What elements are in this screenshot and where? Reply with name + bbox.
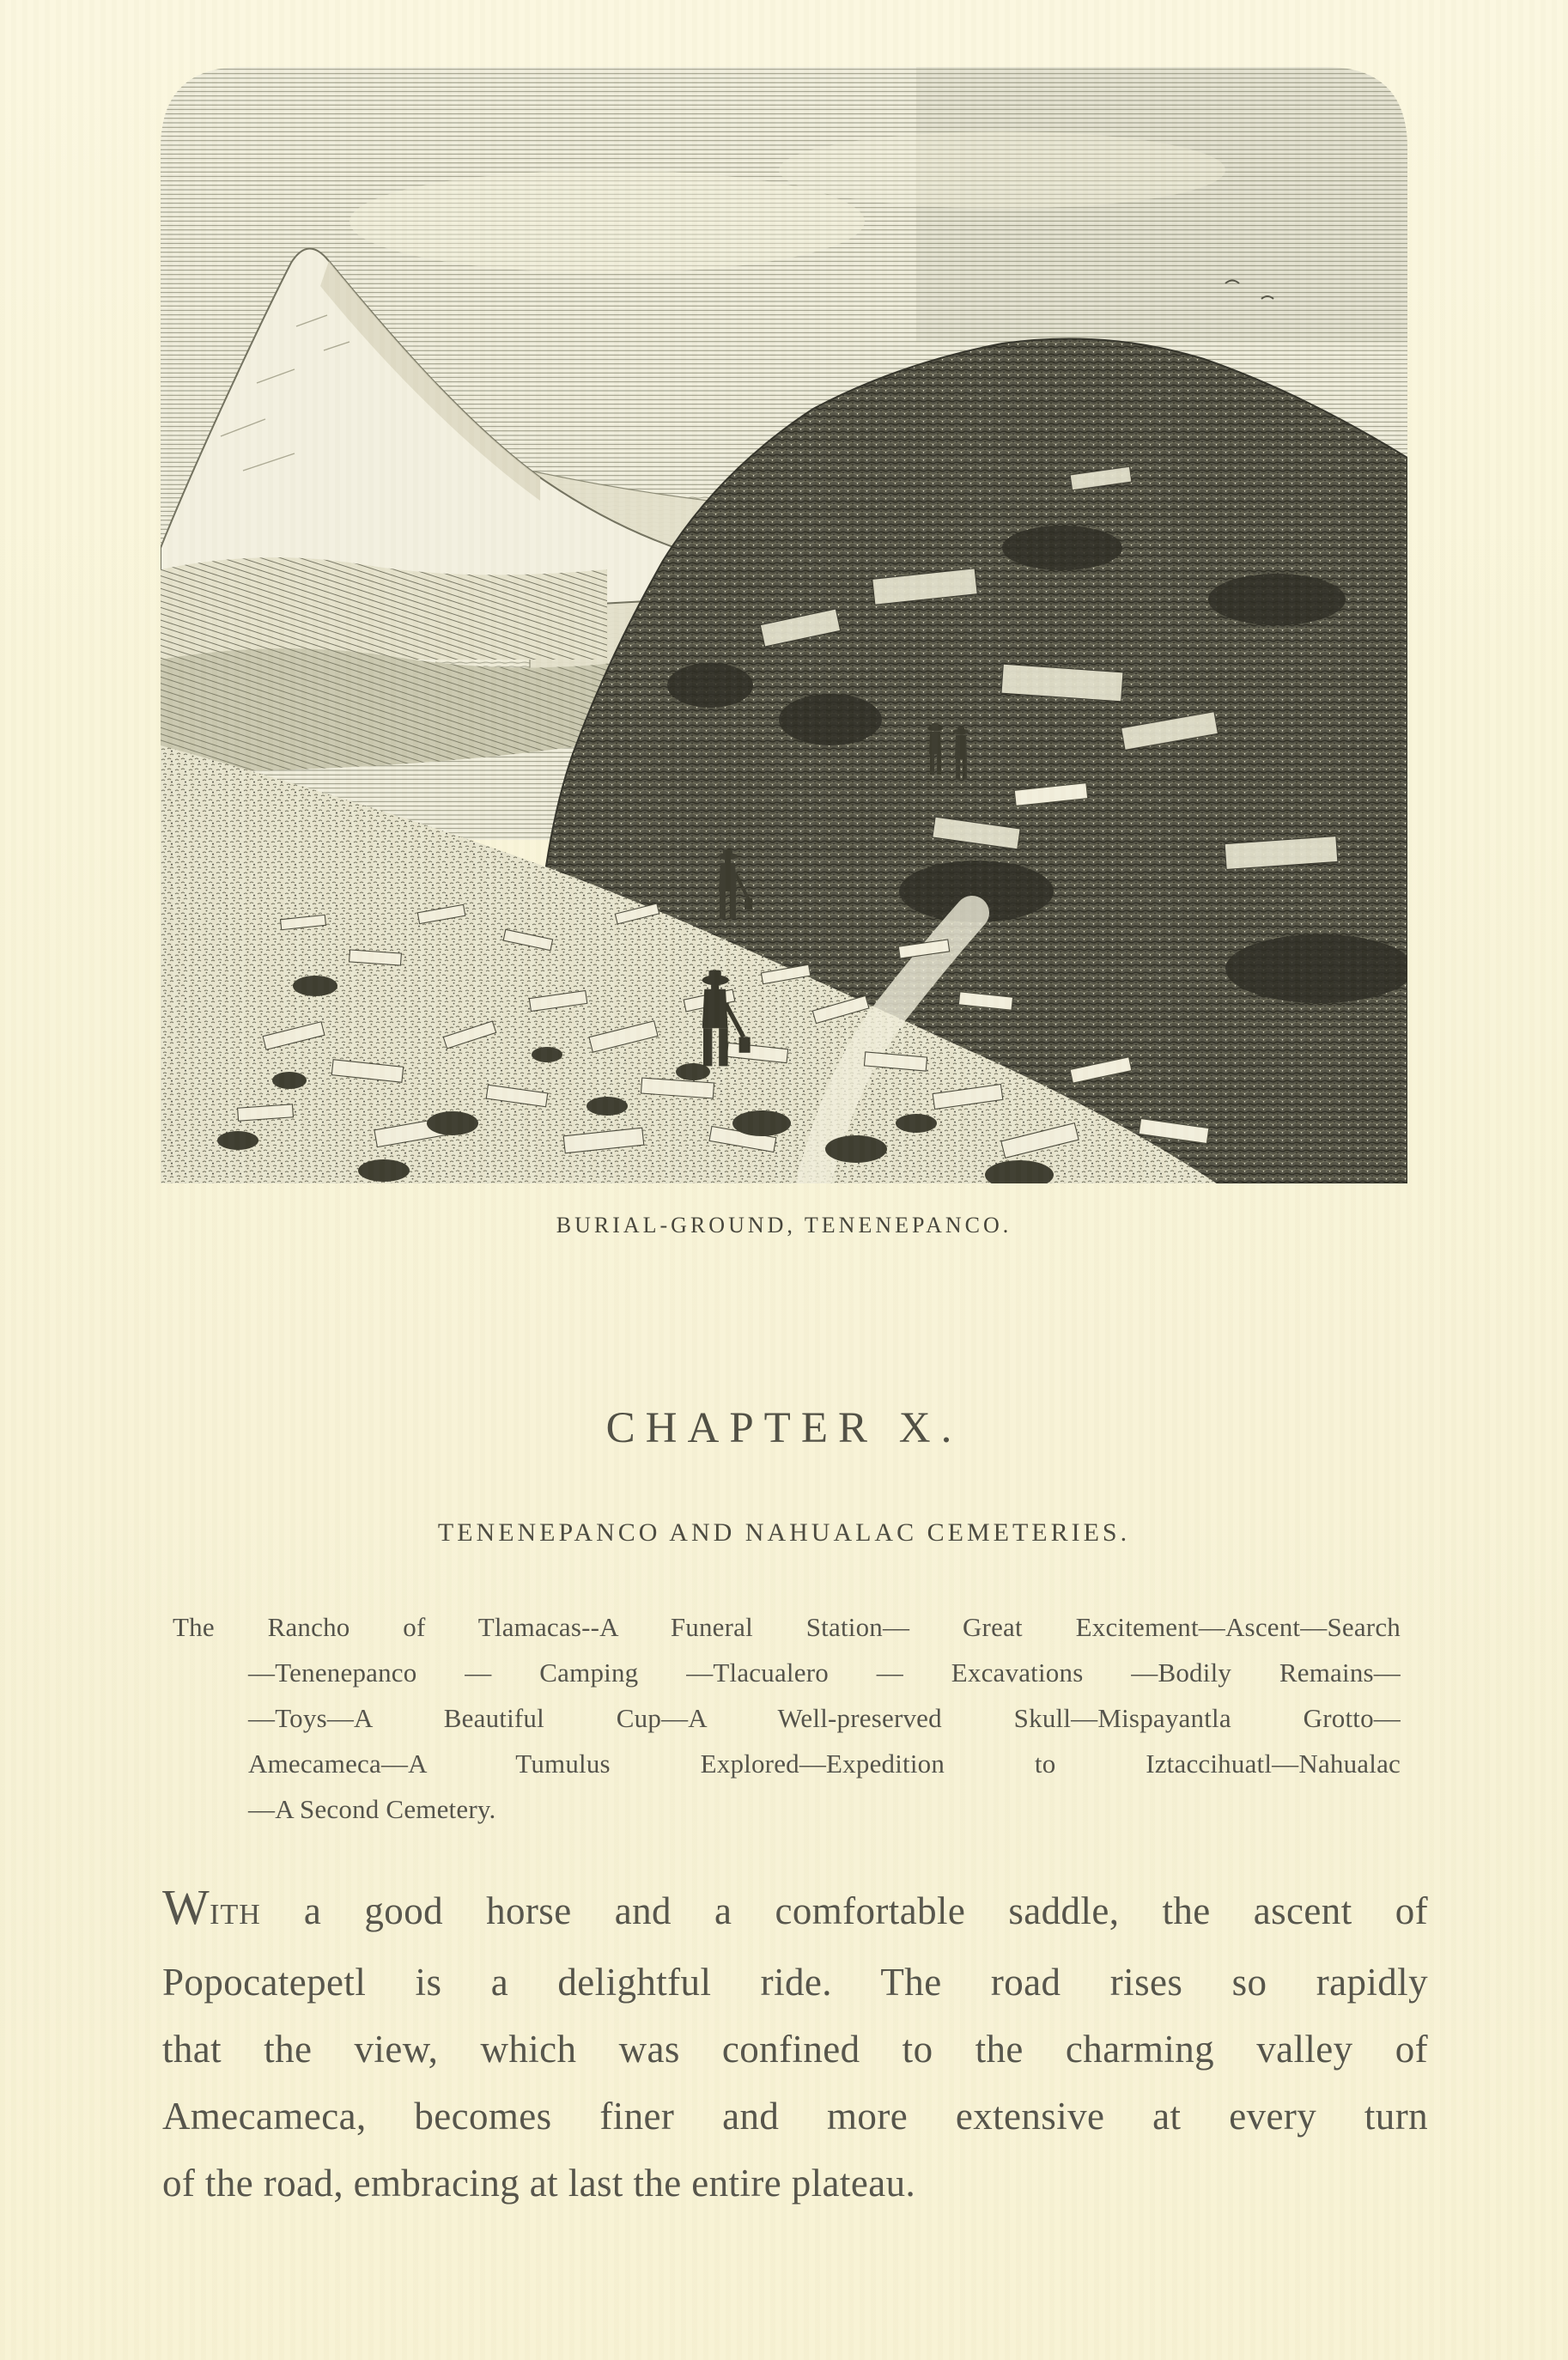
body-line: that the view, which was confined to the charming valley of	[162, 2028, 1428, 2071]
engraving-image	[161, 67, 1407, 1183]
synopsis-line: —Toys—A Beautiful Cup—A Well-preserved Skull—Mispayantla Grotto—	[248, 1703, 1401, 1733]
engraving-caption: BURIAL-GROUND, TENENEPANCO.	[556, 1213, 1012, 1238]
body-paragraph	[162, 1877, 1428, 2217]
synopsis-line: —Tenenepanco — Camping —Tlacualero — Excavations —Bodily Remains—	[248, 1657, 1401, 1688]
chapter-subtitle: TENENEPANCO AND NAHUALAC CEMETERIES.	[437, 1518, 1131, 1547]
synopsis-line: The Rancho of Tlamacas--A Funeral Station— Great Excitement—Ascent—Search	[173, 1612, 1401, 1642]
synopsis-line: Amecameca—A Tumulus Explored—Expedition to Iztaccihuatl—Nahualac	[248, 1749, 1401, 1779]
chapter-synopsis	[173, 1604, 1401, 1832]
body-line	[162, 1877, 1428, 1949]
engraving-figure	[161, 67, 1407, 1183]
synopsis-line: —A Second Cemetery.	[248, 1794, 496, 1824]
drop-cap-small-caps: ITH	[210, 1899, 261, 1931]
body-line-text: a good horse and a comfortable saddle, the ascent of	[260, 1889, 1428, 1932]
body-line: Amecameca, becomes finer and more extensive at every turn	[162, 2095, 1428, 2138]
body-line: Popocatepetl is a delightful ride. The road rises so rapidly	[162, 1961, 1428, 2004]
body-line: of the road, embracing at last the entire plateau.	[162, 2162, 916, 2205]
chapter-heading: CHAPTER X.	[605, 1404, 963, 1452]
drop-cap: W	[162, 1879, 210, 1935]
